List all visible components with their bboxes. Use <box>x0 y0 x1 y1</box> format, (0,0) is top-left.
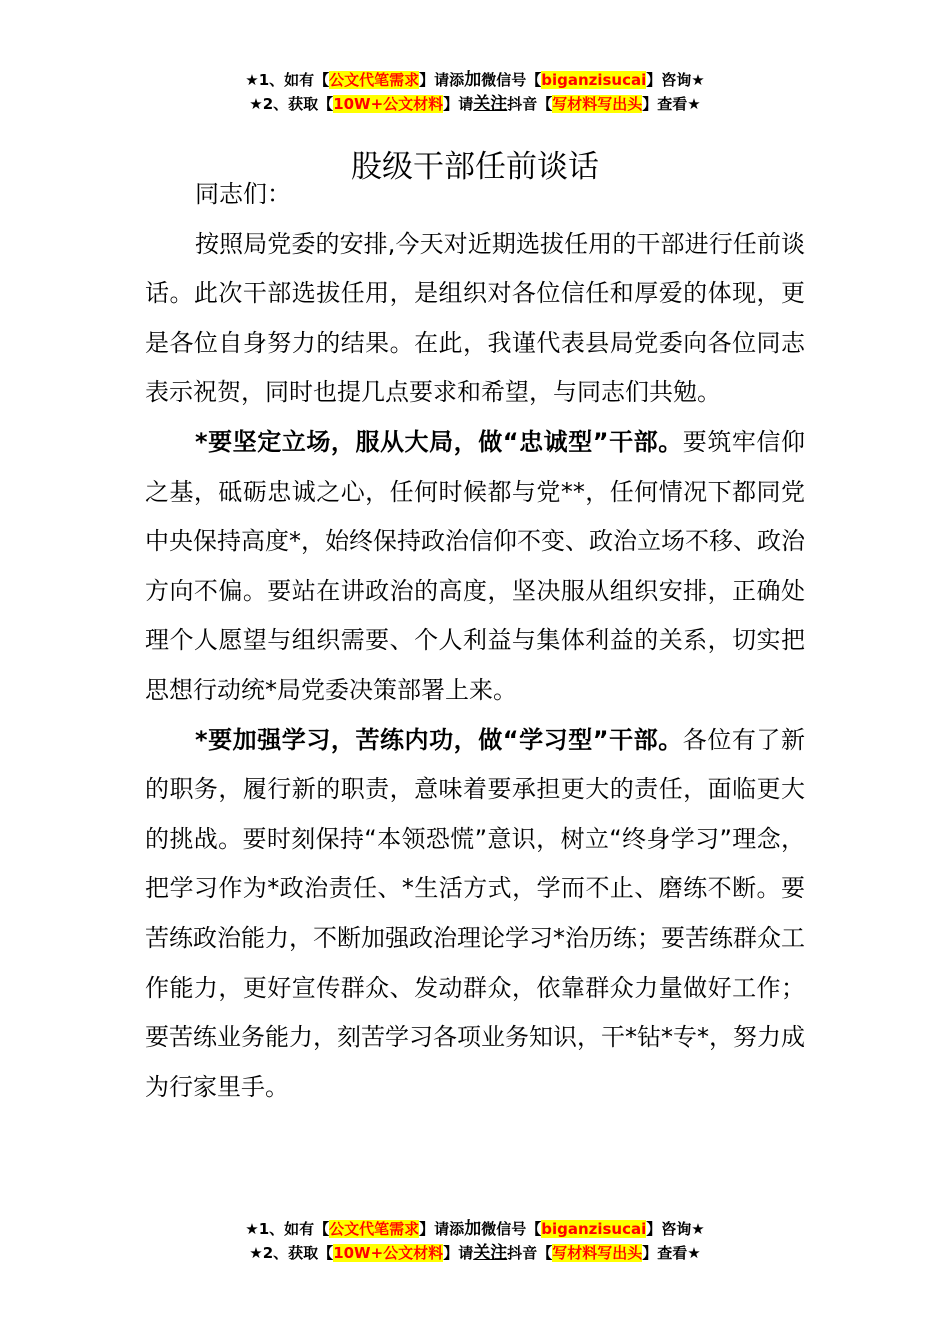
ad-line-1-text: 】请添 <box>419 1220 465 1238</box>
ad-highlight-wechat-id: biganzisucai <box>541 1220 647 1238</box>
paragraph-learning-heading: *要加强学习，苦练内功，做“学习型”干部。 <box>195 725 683 754</box>
ad-line-1-prefix: ★1、如有【 <box>245 1220 330 1238</box>
ad-line-2-text: 】请 <box>443 95 474 113</box>
ad-highlight-douyin: 写材料写出头 <box>552 1244 643 1262</box>
ad-line-1-suffix: 】咨询★ <box>646 1220 705 1238</box>
ad-line-1-emphasis: 加 <box>464 70 482 90</box>
ad-line-2-prefix: ★2、获取【 <box>249 1244 334 1262</box>
ad-highlight-service: 公文代笔需求 <box>329 1220 420 1238</box>
ad-line-2 <box>0 92 950 116</box>
ad-line-1-suffix: 】咨询★ <box>646 71 705 89</box>
ad-line-1-prefix: ★1、如有【 <box>245 71 330 89</box>
ad-line-1-text-2: 微信号【 <box>481 1220 542 1238</box>
ad-line-1 <box>0 68 950 92</box>
ad-line-2-bottom <box>0 1241 950 1265</box>
paragraph-learning <box>145 716 805 1113</box>
top-ad-banner <box>0 68 950 116</box>
ad-highlight-service: 公文代笔需求 <box>329 71 420 89</box>
ad-line-1-bottom <box>0 1217 950 1241</box>
paragraph-loyalty <box>145 418 805 716</box>
ad-line-2-emphasis: 关注 <box>473 94 508 114</box>
paragraph-intro: 按照局党委的安排,今天对近期选拔任用的干部进行任前谈话。此次干部选拔任用，是组织对各位信任和厚爱的体现，更是各位自身努力的结果。在此，我谨代表县局党委向各位同志表示祝贺，同时也提几点要求和希望，与同志们共勉。 <box>145 229 805 407</box>
ad-line-1-text-2: 微信号【 <box>481 71 542 89</box>
paragraph-loyalty-text: 要筑牢信仰之基，砥砺忠诚之心，任何时候都与党**，任何情况下都同党中央保持高度*，始终保持政治信仰不变、政治立场不移、政治方向不偏。要站在讲政治的高度，坚决服从组织安排，正确处理个人愿望与组织需要、个人利益与集体利益的关系，切实把思想行动统*局党委决策部署上来。 <box>145 427 805 704</box>
ad-line-2-text-2: 抖音【 <box>507 95 553 113</box>
ad-highlight-wechat-id: biganzisucai <box>541 71 647 89</box>
ad-highlight-materials: 10W+公文材料 <box>333 1244 444 1262</box>
ad-line-2-suffix: 】查看★ <box>642 1244 701 1262</box>
ad-highlight-materials: 10W+公文材料 <box>333 95 444 113</box>
ad-line-2-suffix: 】查看★ <box>642 95 701 113</box>
document-title: 股级干部任前谈话 <box>351 148 599 185</box>
document-body <box>145 170 805 1112</box>
bottom-ad-banner <box>0 1217 950 1265</box>
ad-line-1-emphasis: 加 <box>464 1219 482 1239</box>
ad-line-2-emphasis: 关注 <box>473 1243 508 1263</box>
ad-line-2-text-2: 抖音【 <box>507 1244 553 1262</box>
ad-line-1-text: 】请添 <box>419 71 465 89</box>
ad-line-2-text: 】请 <box>443 1244 474 1262</box>
salutation: 同志们： <box>195 180 291 208</box>
paragraph-loyalty-heading: *要坚定立场，服从大局，做“忠诚型”干部。 <box>195 427 683 456</box>
ad-highlight-douyin: 写材料写出头 <box>552 95 643 113</box>
ad-line-2-prefix: ★2、获取【 <box>249 95 334 113</box>
paragraph-learning-text: 各位有了新的职务，履行新的职责，意味着要承担更大的责任，面临更大的挑战。要时刻保持“本领恐慌”意识，树立“终身学习”理念，把学习作为*政治责任、*生活方式，学而不止、磨练不断。要苦练政治能力，不断加强政治理论学习*治历练；要苦练群众工作能力，更好宣传群众、发动群众，依靠群众力量做好工作；要苦练业务能力，刻苦学习各项业务知识，干*钻*专*，努力成为行家里手。 <box>145 725 805 1101</box>
